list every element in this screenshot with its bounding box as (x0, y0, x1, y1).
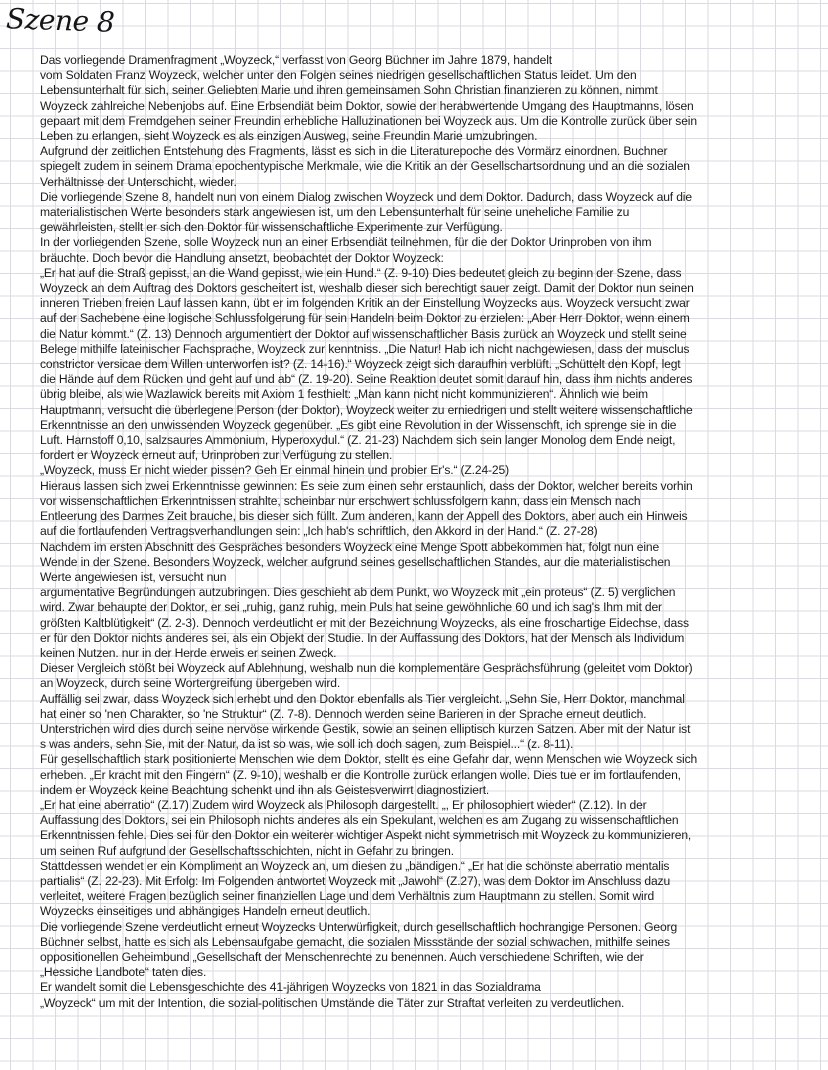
text-line: Hieraus lassen sich zwei Erkenntnisse gewinnen: Es seie zum einen sehr erstaunlich, dass der Doktor, welcher bereits vorhin (40, 478, 693, 493)
text-line: Die vorliegende Szene 8, handelt nun von einem Dialog zwischen Woyzeck und dem Doktor. Dadurch, dass Woyzeck auf die (40, 189, 692, 204)
text-line: Büchner selbst, hatte es sich als Lebensaufgabe gemacht, die sozialen Missstände der sozial schwachen, mithilfe seines (40, 934, 670, 949)
text-line: größten Kaltblütigkeit“ (Z. 2-3). Dennoch verdeutlicht er mit der Bezeichnung Woyzecks, als eine froschartige Eidechse, dass (40, 615, 689, 630)
text-line: gepaart mit dem Fremdgehen seiner Freundin erhebliche Halluzinationen bei Woyzeck aus. Um die Kontrolle zurück über sein (40, 113, 697, 128)
handwritten-heading: Szene 8 (5, 2, 115, 39)
text-line: Dieser Vergleich stößt bei Woyzeck auf Ablehnung, weshalb nun die komplementäre Gesprächsführung (geleitet vom Doktor) (40, 661, 693, 676)
text-line: s was anders, sehn Sie, mit der Natur, da ist so was, wie soll ich doch sagen, zum Beispiel...“ (z. 8-11). (40, 737, 574, 752)
text-line: Erkenntnissen fehle. Dies sei für den Doktor ein weiterer wichtiger Aspekt nicht symmetrisch mit Woyzeck zu kommunizieren, (40, 828, 692, 843)
text-line: an Woyzeck, durch seine Wortergreifung übergeben wird. (40, 676, 341, 691)
text-line: Woyzecks einseitiges und abhängiges Handeln erneut deutlich. (40, 904, 371, 919)
text-line: Unterstrichen wird dies durch seine nervöse wirkende Gestik, sowie an seinen elliptisch kurzen Satzen. Aber mit der Natur ist (40, 721, 691, 736)
text-line: bräuchte. Doch bevor die Handlung ansetzt, beobachtet der Doktor Woyzeck: (40, 250, 444, 265)
text-line: „Woyzeck, muss Er nicht wieder pissen? Geh Er einmal hinein und probier Er's.“ (Z.24-25) (40, 463, 509, 478)
text-line: „Er hat auf die Straß gepisst, an die Wand gepisst, wie ein Hund.“ (Z. 9-10) Dies bedeutet gleich zu beginn der Szene, dass (40, 265, 682, 280)
text-line: Die vorliegende Szene verdeutlicht erneut Woyzecks Unterwürfigkeit, durch gesellschaftlich hochrangige Personen. Georg (40, 919, 678, 934)
text-line: Stattdessen wendet er ein Kompliment an Woyzeck an, um diesen zu „bändigen.“ „Er hat die schönste aberratio mentalis (40, 858, 670, 873)
text-line: Lebensunterhalt für sich, seiner Geliebten Marie und ihren gemeinsamen Sohn Christian finanzieren zu können, nimmt (40, 83, 658, 98)
text-line: Aufgrund der zeitlichen Entstehung des Fragments, lässt es sich in die Literaturepoche des Vormärz einordnen. Buchner (40, 144, 668, 159)
text-line: Das vorliegende Dramenfragment „Woyzeck,“ verfasst von Georg Büchner im Jahre 1879, handelt (40, 53, 552, 67)
text-line: materialistischen Werte besonders stark angewiesen ist, um den Lebensunterhalt für seine uneheliche Familie zu (40, 205, 630, 220)
text-line: Auffällig sei zwar, dass Woyzeck sich erhebt und den Doktor ebenfalls als Tier vergleicht. „Sehn Sie, Herr Doktor, manchmal (40, 691, 685, 706)
text-line: gewährleisten, stellt er sich den Doktor für wissenschaftliche Experimente zur Verfügung. (40, 220, 503, 235)
text-line: auf der Sachebene eine logische Schlussfolgerung für sein Handeln beim Doktor zu erzielen: „Aber Herr Doktor, wenn einem (40, 311, 690, 326)
text-line: Für gesellschaftlich stark positionierte Menschen wie dem Doktor, stellt es eine Gefahr dar, wenn Menschen wie Woyzeck sich (40, 752, 698, 767)
text-line: Auffassung des Doktors, sei ein Philosoph nichts anderes als ein Spekulant, welchen es am Zugang zu wissenschaftlichen (40, 813, 679, 828)
text-line: die Hände auf dem Rücken und geht auf und ab“ (Z. 19-20). Seine Reaktion deutet somit darauf hin, dass ihm nichts anderes (40, 372, 693, 387)
text-line: Leben zu erlangen, sieht Woyzeck es als einzigen Ausweg, seine Freundin Marie umzubringen. (40, 129, 538, 144)
text-line: übrig bleibe, als wie Wazlawick bereits mit Axiom 1 festhielt: „Man kann nicht nicht kommunizieren“. Ähnlich wie beim (40, 387, 648, 402)
text-line: Woyzeck an dem Auftrag des Doktors gescheitert ist, weshalb dieser sich berechtigt sauer zeigt. Damit der Doktor nun seinen (40, 281, 694, 296)
text-line: vor wissenschaftlichen Erkenntnissen strahlte, scheinbar nur erschwert schlussfolgern kann, dass ein Mensch nach (40, 493, 641, 508)
text-line: um seinen Ruf aufgrund der Gesellschaftsschichten, nicht in Gefahr zu bringen. (40, 843, 454, 858)
essay-body (40, 53, 828, 1011)
text-line: oppositionellen Geheimbund „Gesellschaft der Menschenrechte zu benennen. Auch verschiedene Schriften, wie der (40, 949, 644, 964)
text-line: Hauptmann, versucht die überlegene Person (der Doktor), Woyzeck weiter zu erniedrigen und stellt weitere wissenschaftliche (40, 402, 693, 417)
text-line: Entleerung des Darmes Zeit brauche, bis dieser sich füllt. Zum anderen, kann der Appell des Doktors, aber auch ein Hinweis (40, 509, 688, 524)
text-line: „Er hat eine aberratio“ (Z.17) Zudem wird Woyzeck als Philosoph dargestellt. „, Er philosophiert wieder“ (Z.12). In der (40, 797, 647, 812)
text-line: die Natur kommt.“ (Z. 13) Dennoch argumentiert der Doktor auf wissenschaftlicher Basis zurück an Woyzeck und stellt seine (40, 326, 687, 341)
text-line: argumentative Begründungen autzubringen. Dies geschieht ab dem Punkt, wo Woyzeck mit „ein proteus“ (Z. 5) verglichen (40, 585, 676, 600)
text-line: auf die fortlaufenden Vertragsverhandlungen sein: „Ich hab's schriftlich, den Akkord in der Hand.“ (Z. 27-28) (40, 524, 598, 539)
text-line: vom Soldaten Franz Woyzeck, welcher unter den Folgen seines niedrigen gesellschaftlichen Status leidet. Um den (40, 68, 637, 83)
text-line: hat einer so 'nen Charakter, so 'ne Struktur“ (Z. 7-8). Dennoch werden seine Barieren in der Sprache erneut deutlich. (40, 706, 647, 721)
text-line: keinen Nutzen. nur in der Herde erweis er seinen Zweck. (40, 645, 337, 660)
text-line: Er wandelt somit die Lebensgeschichte des 41-jährigen Woyzecks von 1821 in das Sozialdrama (40, 980, 541, 995)
text-line: indem er Woyzeck keine Beachtung schenkt und ihn als Geistesverwirrt diagnostiziert. (40, 782, 490, 797)
text-line: „Hessiche Landbote“ taten dies. (40, 965, 207, 980)
text-line: erheben. „Er kracht mit den Fingern“ (Z. 9-10), weshalb er die Kontrolle zurück erlangen wolle. Dies tue er im fortlaufenden, (40, 767, 681, 782)
text-line: Belege mithilfe lateinischer Fachsprache, Woyzeck zur kenntniss. „Die Natur! Hab ich nicht nachgewiesen, dass der musclus (40, 341, 690, 356)
text-line: verleitet, weitere Fragen bezüglich seiner finanziellen Lage und dem Verhältnis zum Hauptmann zu stellen. Somit wird (40, 889, 655, 904)
text-line: Werte angewiesen ist, versucht nun (40, 569, 227, 584)
text-line: partialis“ (Z. 22-23). Mit Erfolg: Im Folgenden antwortet Woyzeck mit „Jawohl“ (Z.27), was dem Doktor im Anschluss dazu (40, 873, 671, 888)
text-line: fordert er Woyzeck erneut auf, Urinproben zur Verfügung zu stellen. (40, 448, 393, 463)
text-line: Woyzeck zahlreiche Nebenjobs auf. Eine Erbsendiät beim Doktor, sowie der herabwertende Umgang des Hauptmanns, lösen (40, 98, 694, 113)
text-line: Wende in der Szene. Besonders Woyzeck, welcher aufgrund seines gesellschaftlichen Standes, aur die materialistischen (40, 554, 671, 569)
text-line: Verhältnisse der Unterschicht, wieder. (40, 174, 237, 189)
text-line: Erkenntnisse an den unwissenden Woyzeck gegenüber. „Es gibt eine Revolution in der Wissenschft, ich sprenge sie in die (40, 417, 677, 432)
text-line: inneren Trieben freien Lauf lassen kann, übt er im folgenden Kritik an der Einstellung Woyzecks aus. Woyzeck versucht zwar (40, 296, 690, 311)
text-line: In der vorliegenden Szene, solle Woyzeck nun an einer Erbsendiät teilnehmen, für die der Doktor Urinproben von ihm (40, 235, 652, 250)
text-line: Luft. Harnstoff 0,10, salzsaures Ammonium, Hyperoxydul.“ (Z. 21-23) Nachdem sich sein langer Monolog dem Ende neigt, (40, 433, 676, 448)
text-line: constrictor versicae dem Willen unterworfen ist? (Z. 14-16).“ Woyzeck zeigt sich daraufhin verblüft. „Schüttelt den Kopf, legt (40, 357, 681, 372)
text-line: er für den Doktor nichts anderes sei, als ein Objekt der Studie. In der Auffassung des Doktors, hat der Mensch als Individum (40, 630, 685, 645)
text-line: spiegelt zudem in seinem Drama epochentypische Merkmale, wie die Kritik an der Gesellschartsordnung und an die sozialen (40, 159, 690, 174)
text-line: „Woyzeck“ um mit der Intention, die sozial-politischen Umstände die Täter zur Straftat verleiten zu verdeutlichen. (40, 995, 625, 1010)
text-line: Nachdem im ersten Abschnitt des Gespräches besonders Woyzeck eine Menge Spott abbekommen hat, folgt nun eine (40, 539, 660, 554)
text-line: wird. Zwar behaupte der Doktor, er sei „ruhig, ganz ruhig, mein Puls hat seine gewöhnliche 60 und ich sag's Ihm mit der (40, 600, 662, 615)
